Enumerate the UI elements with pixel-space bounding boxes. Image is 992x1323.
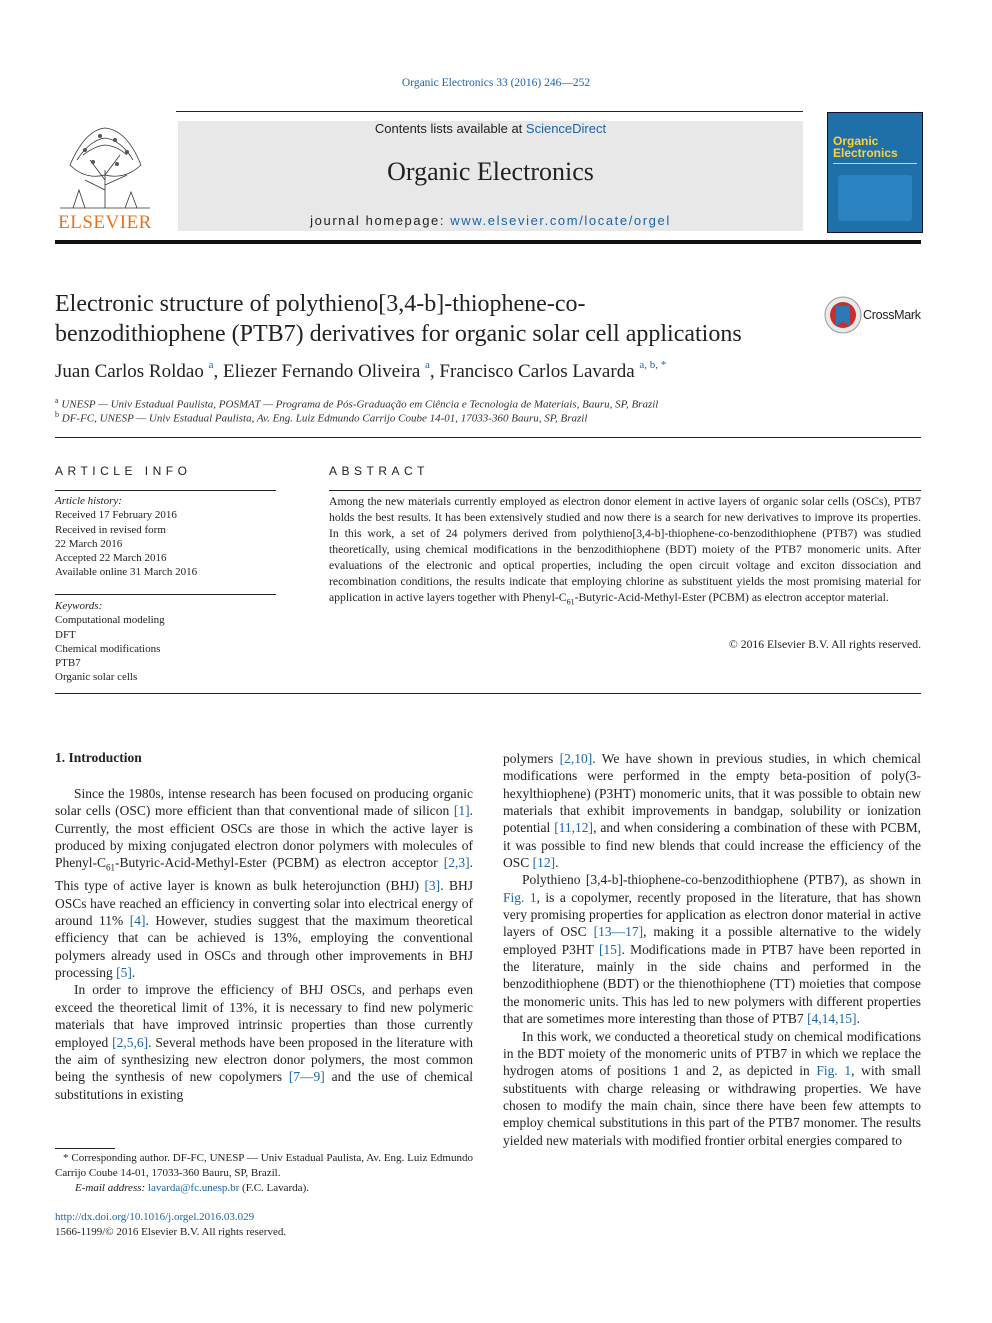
history-item: 22 March 2016 [55, 537, 123, 550]
affiliation-a [55, 396, 658, 411]
authors-rule [55, 437, 921, 438]
affiliation-mark: b [55, 410, 59, 419]
paragraph: In this work, we conducted a theoretical study on chemical modifications in the BDT moiety of the monomeric units of PTB7 in which we replace the hydrogen atoms of positions 1 and 2, as depicted in Fig. 1, with small substituents with charge releasing or withdrawing properties. We have chosen to modify the main chain, since there have been few attempts to employ chemical substitutions in this part of the PTB7 monomer. The results yielded new materials with modified frontier orbital energies compared to [503, 1028, 921, 1148]
citation-link[interactable]: [5] [116, 965, 132, 981]
email-link[interactable]: lavarda@fc.unesp.br [147, 1182, 240, 1194]
body-column-right [503, 750, 921, 1149]
paragraph: Polythieno [3,4-b]-thiophene-co-benzodithiophene (PTB7), as shown in Fig. 1, is a copolymer, recently proposed in the literature, that has shown very promising properties for application as electron donor material in active layers of OSC [13—17], making it a possible alternative to the widely employed P3HT [15]. Modifications made in PTB7 have been reported in the literature, mainly in the side chains and performed in the benzodithiophene (BDT) or the thienothiophene (TT) moieties that compose the monomeric units. This has led to new polymers with different properties that are sometimes more interesting than those of PTB7 [4,14,15]. [503, 872, 922, 1027]
figure-link[interactable]: Fig. 1 [816, 1063, 852, 1079]
journal-name[interactable]: Organic Electronics [387, 157, 594, 186]
journal-cover-thumbnail[interactable] [827, 112, 923, 233]
figure-link[interactable]: Fig. 1 [503, 889, 537, 905]
author-affiliation-mark[interactable]: a [425, 359, 430, 371]
crossmark-icon[interactable] [824, 296, 862, 334]
author-affiliation-mark[interactable]: a, b, * [639, 359, 667, 371]
author-list: Juan Carlos Roldao $^a$, Eliezer Fernando Oliveira $^a$, Francisco Carlos Lavarda $^{a, b, *}$ [55, 359, 667, 382]
contents-prefix: Contents lists available at [374, 121, 526, 136]
citation-link[interactable]: [4,14,15] [807, 1011, 857, 1027]
author-name[interactable]: Francisco Carlos Lavarda [439, 361, 635, 382]
citation-link[interactable]: [11,12] [554, 820, 594, 836]
corresponding-author-footnote [55, 1151, 473, 1196]
cover-artwork [838, 175, 912, 221]
affiliation-text: UNESP — Univ Estadual Paulista, POSMAT — Programa de Pós-Graduação em Ciência e Tecnologia de Materiais, Bauru, SP, Brazil [61, 398, 659, 411]
author-name[interactable]: Juan Carlos Roldao [55, 361, 204, 382]
abstract-text [329, 494, 921, 610]
citation-link[interactable]: [3] [424, 878, 441, 894]
cover-rule [833, 163, 917, 164]
title-line-2: benzodithiophene (PTB7) derivatives for organic solar cell applications [55, 321, 742, 347]
citation-link[interactable]: [13—17] [593, 924, 644, 940]
article-history [55, 494, 275, 580]
citation-link[interactable]: [2,10] [559, 751, 593, 766]
elsevier-wordmark: ELSEVIER [58, 212, 152, 233]
abstract-subscript: 61 [566, 597, 575, 607]
affiliation-mark: a [55, 396, 59, 405]
abstract-bottom-rule [55, 693, 921, 694]
article-info-rule [55, 490, 276, 491]
history-item: Available online 31 March 2016 [55, 566, 198, 579]
history-item: Received in revised form [55, 523, 166, 536]
author-affiliation-mark[interactable]: a [208, 359, 214, 371]
section-heading-introduction: 1. Introduction [55, 750, 142, 765]
citation-link[interactable]: [2,3] [443, 855, 470, 871]
abstract-heading: ABSTRACT [329, 464, 430, 478]
footnote-rule [55, 1148, 115, 1149]
history-item: Received 17 February 2016 [55, 509, 177, 522]
citation-link[interactable]: [7—9] [288, 1069, 325, 1085]
author-name[interactable]: Eliezer Fernando Oliveira [222, 361, 421, 382]
keyword: Organic solar cells [55, 671, 138, 684]
article-title [55, 289, 815, 349]
affiliation-text: DF-FC, UNESP — Univ Estadual Paulista, Av. Eng. Luiz Edmundo Carrijo Coube 14-01, 17033-360 Bauru, SP, Brazil [61, 412, 588, 425]
header-top-rule [176, 111, 803, 112]
homepage-prefix: journal homepage: [310, 213, 451, 228]
journal-homepage-link[interactable]: www.elsevier.com/locate/orgel [450, 213, 671, 228]
citation-link[interactable]: [2,5,6] [112, 1034, 149, 1050]
citation-link[interactable]: [4] [129, 913, 146, 929]
crossmark-label[interactable]: CrossMark [863, 308, 921, 322]
keyword: DFT [55, 628, 76, 641]
keyword: PTB7 [55, 657, 81, 670]
history-item: Accepted 22 March 2016 [55, 552, 167, 565]
email-label: E-mail address: [75, 1182, 146, 1194]
email-suffix: (F.C. Lavarda). [239, 1182, 309, 1194]
sciencedirect-link[interactable]: ScienceDirect [525, 121, 607, 136]
citation-link[interactable]: [1] [453, 803, 470, 819]
keyword: Chemical modifications [55, 642, 161, 655]
keywords-rule [55, 594, 276, 595]
journal-homepage-line [178, 213, 803, 228]
abstract-rule [329, 490, 921, 491]
citation-link[interactable]: [12] [532, 855, 556, 871]
keywords-label: Keywords: [55, 600, 103, 612]
article-history-label: Article history: [55, 495, 122, 507]
footnote-text [55, 1151, 473, 1181]
footnote-email-line [55, 1181, 473, 1196]
issn-copyright: 1566-1199/© 2016 Elsevier B.V. All rights reserved. [55, 1226, 287, 1238]
paragraph: In order to improve the efficiency of BHJ OSCs, and perhaps even exceed the theoretical limit of 13%, it is necessary to find new polymeric materials that have improved intrinsic properties than those currently employed [2,5,6]. Several methods have been proposed in the literature with the aim of synthesizing new electron donor polymers, the most common being the synthesis of new copolymers [7—9] and the use of chemical substitutions in existing [55, 982, 473, 1102]
abstract-part: Among the new materials currently employed as electron donor element in active layers of organic solar cells (OSCs), PTB7 holds the best results. It has been extensively studied and now there is a search for new derivatives to improve its properties. In this work, a set of 24 polymers derived from polythieno[3,4-b]-thiophene-co-benzodithiophene (PTB7) was studied theoretically, using chemical modifications in the benzodithiophene (BDT) moiety of the PTB7 monomeric units. After evaluations of the electronic and optical properties, including the open circuit voltage and exciton dissociation and recombination conditions, the results indicate that employing chlorine as substituent yields the most promising material for application in active layers together with Phenyl-C [329, 495, 921, 604]
abstract-copyright: © 2016 Elsevier B.V. All rights reserved. [728, 638, 921, 651]
affiliation-b [55, 410, 587, 425]
keywords-list [55, 599, 275, 685]
keyword: Computational modeling [55, 614, 165, 627]
title-line-1: Electronic structure of polythieno[3,4-b]-thiophene-co- [55, 291, 586, 317]
contents-line [178, 121, 803, 136]
journal-citation[interactable]: Organic Electronics 33 (2016) 246—252 [401, 77, 591, 89]
cover-title-line2: Electronics [833, 146, 898, 160]
header-bottom-rule [55, 240, 921, 244]
article-info-heading: ARTICLE INFO [55, 464, 192, 478]
footnote-body: Corresponding author. DF-FC, UNESP — Univ Estadual Paulista, Av. Eng. Luiz Edmundo Carrijo Coube 14-01, 17033-360 Bauru, SP, Brazil. [55, 1152, 473, 1179]
doi-link[interactable]: http://dx.doi.org/10.1016/j.orgel.2016.03.029 [55, 1211, 255, 1223]
cover-title-line1: Organic [833, 134, 879, 148]
abstract-part: -Butyric-Acid-Methyl-Ester (PCBM) as electron acceptor material. [574, 591, 889, 604]
paragraph: polymers [2,10]. We have shown in previous studies, in which chemical modifications were performed in the empty beta-position of poly(3-hexylthiophene) (P3HT) monomeric units, that it was possible to obtain new materials that exhibit improvements in bandgap, solubility or ionization potential [11,12], and when considering a combination of these with PCBM, it was possible to find new blends that could increase the efficiency of the OSC [12]. [503, 751, 922, 871]
paragraph: Since the 1980s, intense research has been focused on producing organic solar cells (OSC) more efficient than that conventional made of silicon [1]. Currently, the most efficient OSCs are those in which the active layer is produced by mixing conjugated electron donor polymers with molecules of Phenyl-$C_{61}-Butyric-Acid-Methyl$-Ester (PCBM) as electron acceptor [2,3]. This type of active layer is known as bulk heterojunction (BHJ) [3]. BHJ OSCs have reached an efficiency in converting solar into electrical energy of around 11% [4]. However, studies suggest that the maximum theoretical efficiency that can be achieved is 13%, employing the conventional polymers already used in OSCs and through other improvements in BHJ processing [5]. [55, 786, 474, 981]
body-column-left [55, 785, 473, 1103]
footnote-mark: * [63, 1152, 69, 1164]
citation-link[interactable]: [15] [598, 941, 622, 957]
